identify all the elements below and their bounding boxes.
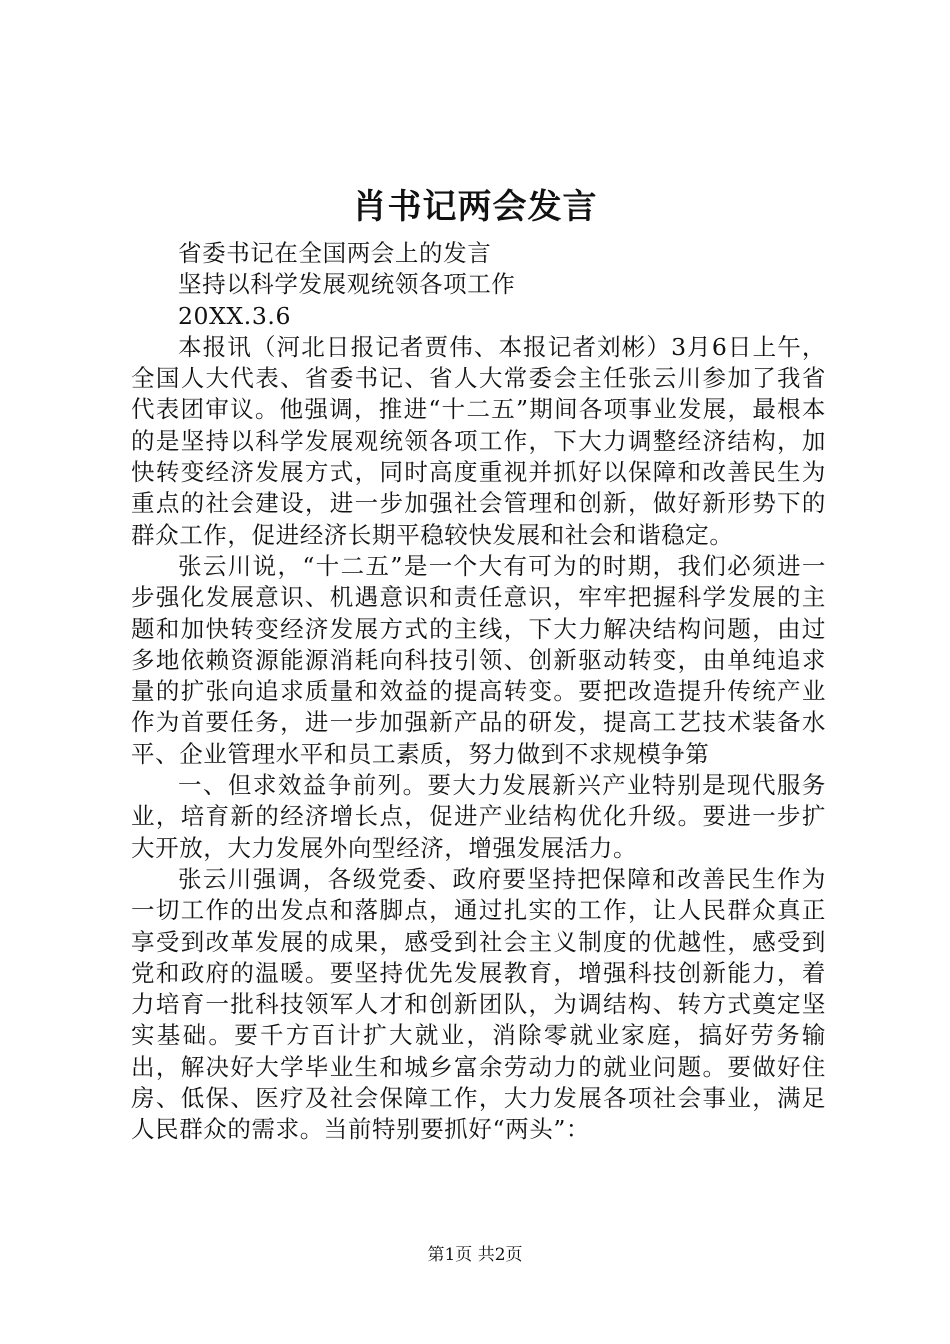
date-paragraph: 20XX.3.6 <box>178 301 292 330</box>
body-paragraph: 张云川说，“十二五”是一个大有可为的时期，我们必须进一步强化发展意识、机遇意识和责任意识，牢牢把握科学发展的主题和加快转变经济发展方式的主线，下大力解决结构问题，由过多地依赖资源能源消耗向科技引领、创新驱动转变，由单纯追求量的扩张向追求质量和效益的提高转变。要把改造提升传统产业作为首要任务，进一步加强新产品的研发，提高工艺技术装备水平、企业管理水平和员工素质，努力做到不求规模争第 <box>131 551 826 768</box>
document-body <box>131 238 826 1146</box>
body-paragraph: 一、但求效益争前列。要大力发展新兴产业特别是现代服务业，培育新的经济增长点，促进产业结构优化升级。要进一步扩大开放，大力发展外向型经济，增强发展活力。 <box>131 771 826 862</box>
subtitle-paragraph: 省委书记在全国两会上的发言 <box>178 239 492 267</box>
document-title: 肖书记两会发言 <box>352 187 598 227</box>
subtitle-paragraph: 坚持以科学发展观统领各项工作 <box>178 270 516 299</box>
body-paragraph: 张云川强调，各级党委、政府要坚持把保障和改善民生作为一切工作的出发点和落脚点，通过扎实的工作，让人民群众真正享受到改革发展的成果，感受到社会主义制度的优越性，感受到党和政府的温暖。要坚持优先发展教育，增强科技创新能力，着力培育一批科技领军人才和创新团队，为调结构、转方式奠定坚实基础。要千方百计扩大就业，消除零就业家庭，搞好劳务输出，解决好大学毕业生和城乡富余劳动力的就业问题。要做好住房、低保、医疗及社会保障工作，大力发展各项社会事业，满足人民群众的需求。当前特别要抓好“两头”： <box>131 864 826 1144</box>
body-paragraph: 本报讯（河北日报记者贾伟、本报记者刘彬）3月6日上午，全国人大代表、省委书记、省人大常委会主任张云川参加了我省代表团审议。他强调，推进“十二五”期间各项事业发展，最根本的是坚持以科学发展观统领各项工作，下大力调整经济结构，加快转变经济发展方式，同时高度重视并抓好以保障和改善民生为重点的社会建设，进一步加强社会管理和创新，做好新形势下的群众工作，促进经济长期平稳较快发展和社会和谐稳定。 <box>131 332 826 549</box>
page-number-footer: 第1页 共2页 <box>427 1245 523 1265</box>
